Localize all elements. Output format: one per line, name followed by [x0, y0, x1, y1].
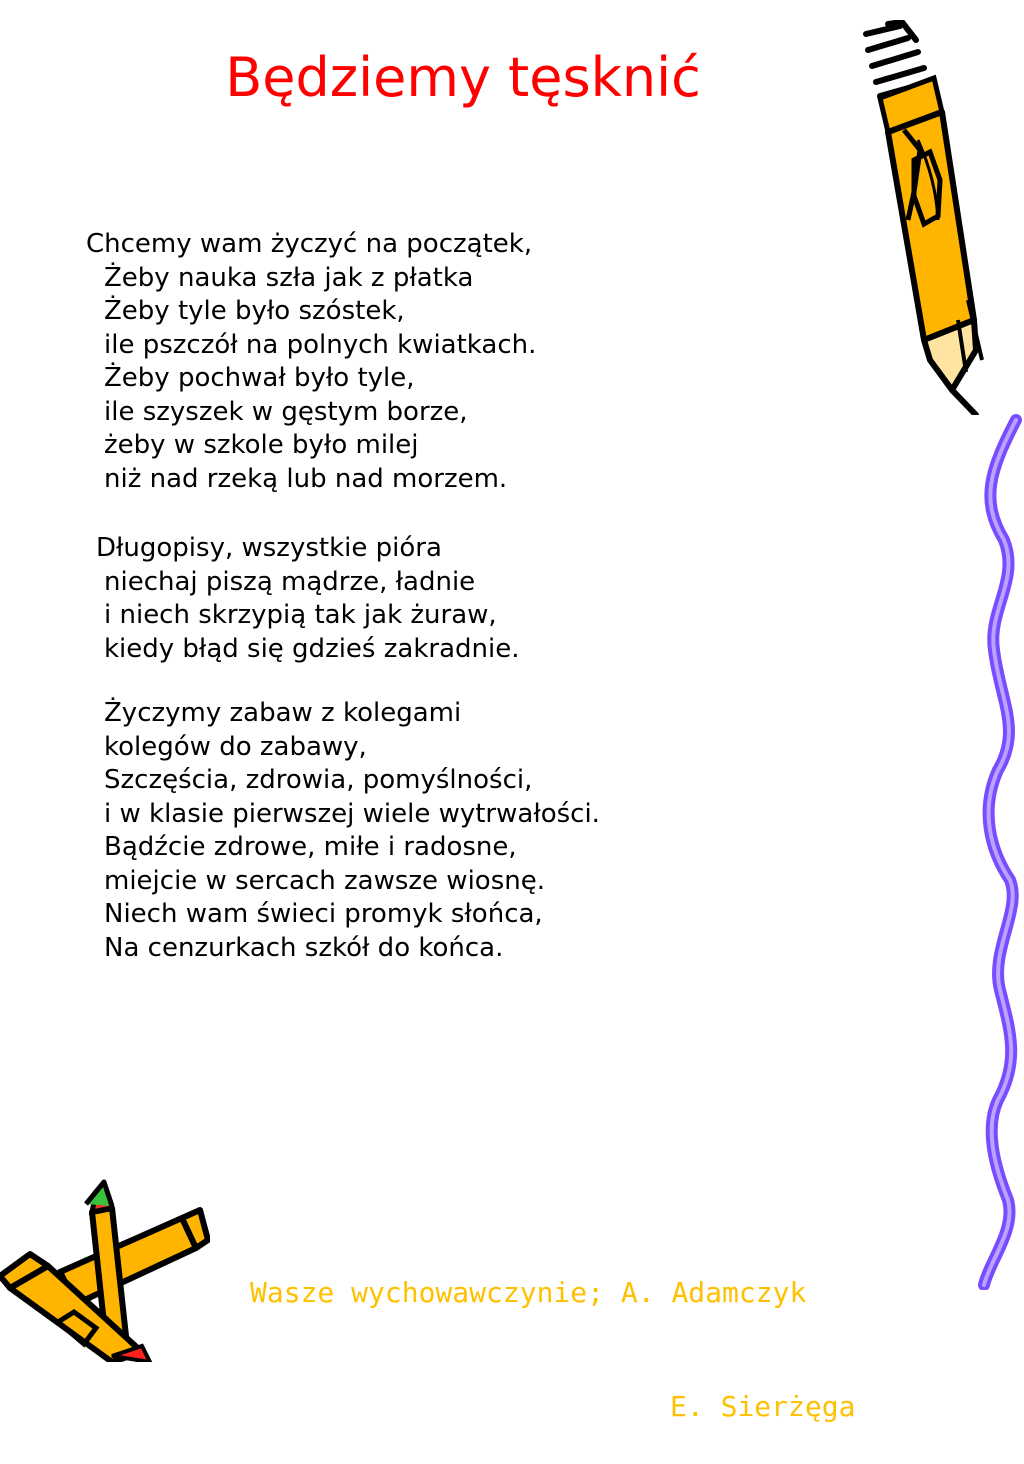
- signature: [250, 1198, 855, 1464]
- signature-name-2: E. Sierżęga: [670, 1390, 856, 1423]
- poem-line: Chcemy wam życzyć na początek,: [86, 229, 533, 259]
- poem-stanza-3: [104, 697, 600, 965]
- pencil-clipart-icon: [858, 20, 998, 415]
- poem-stanza-2: [96, 532, 520, 666]
- poem-line: i niech skrzypią tak jak żuraw,: [104, 600, 497, 630]
- poem-line: żeby w szkole było milej: [104, 430, 419, 460]
- signature-prefix: Wasze wychowawczynie;: [250, 1276, 621, 1309]
- poem-line: Bądźcie zdrowe, miłe i radosne,: [104, 832, 517, 862]
- poem-line: ile pszczół na polnych kwiatkach.: [104, 329, 537, 360]
- poem-line: Żeby nauka szła jak z płatka: [104, 262, 474, 293]
- poem-line: Szczęścia, zdrowia, pomyślności,: [104, 765, 533, 795]
- poem-line: kolegów do zabawy,: [104, 731, 367, 762]
- crossed-pencils-clipart-icon: [0, 1100, 210, 1362]
- poem-line: i w klasie pierwszej wiele wytrwałości.: [104, 798, 600, 829]
- poem-line: niż nad rzeką lub nad morzem.: [104, 463, 508, 494]
- poem-line: Żeby tyle było szóstek,: [104, 296, 405, 326]
- poem-stanza-1: [86, 228, 537, 496]
- page-title: Będziemy tęsknić: [225, 46, 701, 109]
- poem-line: kiedy błąd się gdzieś zakradnie.: [104, 633, 520, 664]
- poem-line: ile szyszek w gęstym borze,: [104, 396, 468, 427]
- wavy-line-decoration: [960, 410, 1024, 1290]
- poem-line: niechaj piszą mądrze, ładnie: [104, 566, 476, 597]
- signature-line-1: [250, 1274, 855, 1312]
- poem-line: Długopisy, wszystkie pióra: [96, 533, 442, 563]
- signature-name-1: A. Adamczyk: [620, 1276, 807, 1309]
- poem-line: miejcie w sercach zawsze wiosnę.: [104, 865, 545, 896]
- poem-line: Żeby pochwał było tyle,: [104, 363, 415, 393]
- poem-line: Na cenzurkach szkół do końca.: [104, 932, 504, 963]
- poem-line: Życzymy zabaw z kolegami: [104, 698, 462, 728]
- poem-line: Niech wam świeci promyk słońca,: [104, 899, 543, 929]
